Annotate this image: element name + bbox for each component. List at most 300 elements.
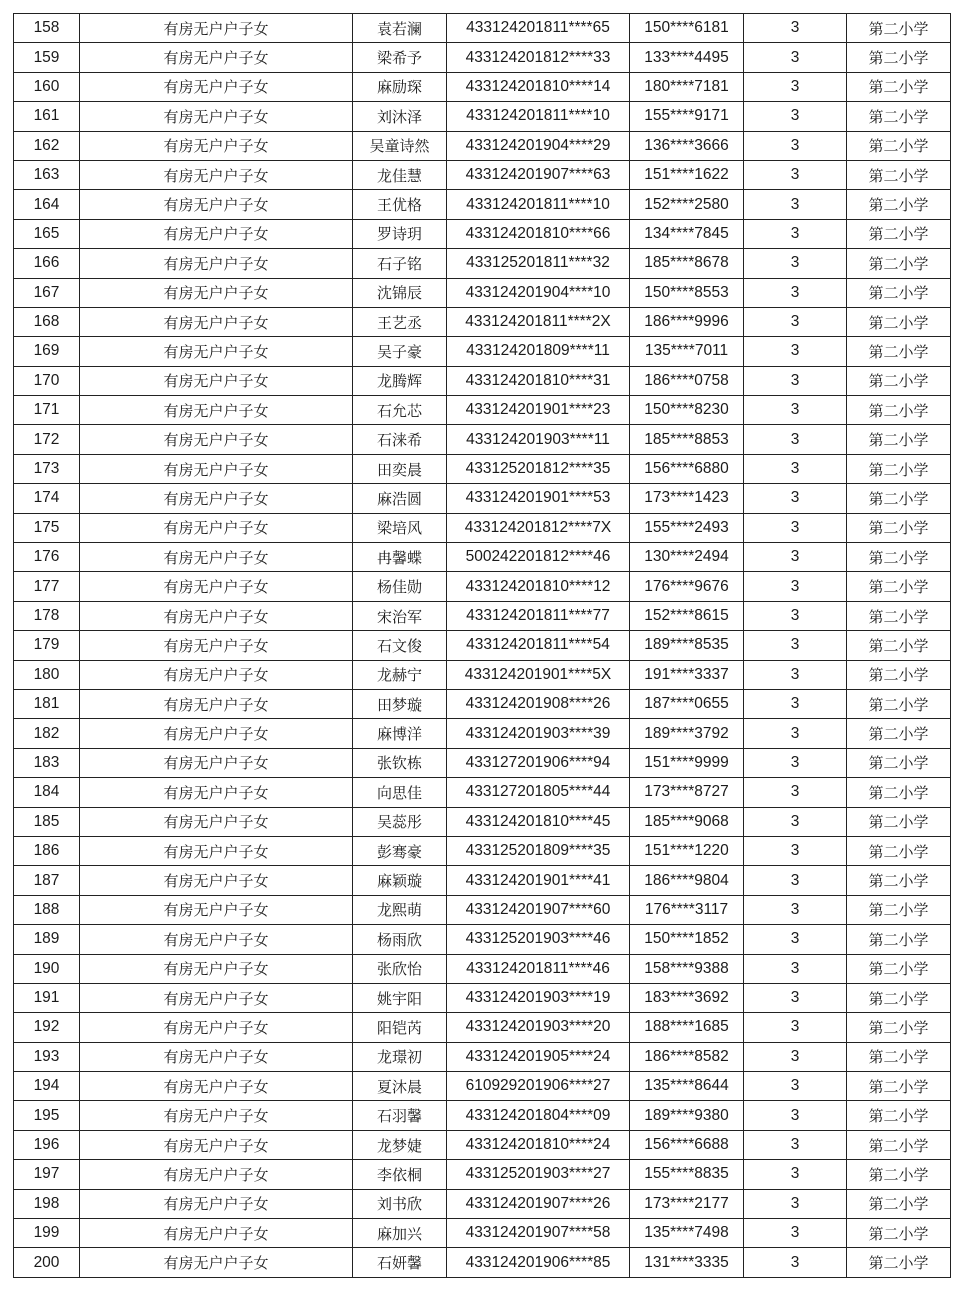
student-name-cell: 沈锦辰 (353, 278, 447, 307)
category-cell: 有房无户户子女 (80, 660, 353, 689)
category-cell: 有房无户户子女 (80, 1189, 353, 1218)
grade-cell: 3 (744, 43, 847, 72)
category-cell: 有房无户户子女 (80, 925, 353, 954)
table-row (14, 14, 951, 43)
grade-cell: 3 (744, 572, 847, 601)
grade-cell: 3 (744, 748, 847, 777)
table-row (14, 337, 951, 366)
student-name-cell: 袁若澜 (353, 14, 447, 43)
category-cell: 有房无户户子女 (80, 454, 353, 483)
id-number-cell: 433124201903****39 (447, 719, 630, 748)
table-row (14, 1189, 951, 1218)
school-cell: 第二小学 (847, 925, 951, 954)
school-cell: 第二小学 (847, 983, 951, 1012)
phone-number-cell: 150****8553 (630, 278, 744, 307)
id-number-cell: 433124201907****60 (447, 895, 630, 924)
table-row (14, 484, 951, 513)
student-name-cell: 麻颖璇 (353, 866, 447, 895)
id-number-cell: 433127201906****94 (447, 748, 630, 777)
category-cell: 有房无户户子女 (80, 1013, 353, 1042)
school-cell: 第二小学 (847, 14, 951, 43)
table-row (14, 689, 951, 718)
school-cell: 第二小学 (847, 513, 951, 542)
id-number-cell: 433127201805****44 (447, 778, 630, 807)
phone-number-cell: 152****2580 (630, 190, 744, 219)
student-name-cell: 麻加兴 (353, 1219, 447, 1248)
student-name-cell: 石涞希 (353, 425, 447, 454)
school-cell: 第二小学 (847, 1042, 951, 1071)
grade-cell: 3 (744, 454, 847, 483)
id-number-cell: 433124201904****29 (447, 131, 630, 160)
grade-cell: 3 (744, 895, 847, 924)
grade-cell: 3 (744, 102, 847, 131)
id-number-cell: 433124201811****46 (447, 954, 630, 983)
student-name-cell: 龙璟初 (353, 1042, 447, 1071)
category-cell: 有房无户户子女 (80, 866, 353, 895)
id-number-cell: 433124201903****20 (447, 1013, 630, 1042)
grade-cell: 3 (744, 1248, 847, 1277)
school-cell: 第二小学 (847, 689, 951, 718)
id-number-cell: 433124201811****77 (447, 601, 630, 630)
table-row (14, 102, 951, 131)
student-name-cell: 龙梦婕 (353, 1130, 447, 1159)
phone-number-cell: 189****3792 (630, 719, 744, 748)
row-number-cell: 190 (14, 954, 80, 983)
row-number-cell: 168 (14, 307, 80, 336)
category-cell: 有房无户户子女 (80, 307, 353, 336)
row-number-cell: 193 (14, 1042, 80, 1071)
school-cell: 第二小学 (847, 572, 951, 601)
school-cell: 第二小学 (847, 1072, 951, 1101)
student-name-cell: 杨雨欣 (353, 925, 447, 954)
row-number-cell: 176 (14, 543, 80, 572)
student-name-cell: 石文俊 (353, 631, 447, 660)
id-number-cell: 433124201905****24 (447, 1042, 630, 1071)
school-cell: 第二小学 (847, 1248, 951, 1277)
row-number-cell: 192 (14, 1013, 80, 1042)
id-number-cell: 433124201811****2X (447, 307, 630, 336)
row-number-cell: 174 (14, 484, 80, 513)
category-cell: 有房无户户子女 (80, 807, 353, 836)
row-number-cell: 166 (14, 249, 80, 278)
row-number-cell: 189 (14, 925, 80, 954)
school-cell: 第二小学 (847, 131, 951, 160)
table-row (14, 748, 951, 777)
phone-number-cell: 186****9996 (630, 307, 744, 336)
table-row (14, 190, 951, 219)
grade-cell: 3 (744, 72, 847, 101)
id-number-cell: 500242201812****46 (447, 543, 630, 572)
table-row (14, 425, 951, 454)
category-cell: 有房无户户子女 (80, 425, 353, 454)
school-cell: 第二小学 (847, 337, 951, 366)
row-number-cell: 186 (14, 836, 80, 865)
table-row (14, 1101, 951, 1130)
grade-cell: 3 (744, 1219, 847, 1248)
school-cell: 第二小学 (847, 631, 951, 660)
phone-number-cell: 180****7181 (630, 72, 744, 101)
phone-number-cell: 133****4495 (630, 43, 744, 72)
phone-number-cell: 188****1685 (630, 1013, 744, 1042)
grade-cell: 3 (744, 219, 847, 248)
category-cell: 有房无户户子女 (80, 1219, 353, 1248)
school-cell: 第二小学 (847, 102, 951, 131)
table-row (14, 396, 951, 425)
table-row (14, 836, 951, 865)
category-cell: 有房无户户子女 (80, 1101, 353, 1130)
grade-cell: 3 (744, 1189, 847, 1218)
table-row (14, 719, 951, 748)
student-name-cell: 刘沐泽 (353, 102, 447, 131)
category-cell: 有房无户户子女 (80, 543, 353, 572)
id-number-cell: 433124201810****31 (447, 366, 630, 395)
phone-number-cell: 136****3666 (630, 131, 744, 160)
phone-number-cell: 173****2177 (630, 1189, 744, 1218)
student-name-cell: 夏沐晨 (353, 1072, 447, 1101)
id-number-cell: 433124201811****54 (447, 631, 630, 660)
student-name-cell: 吴子豪 (353, 337, 447, 366)
table-row (14, 601, 951, 630)
grade-cell: 3 (744, 836, 847, 865)
id-number-cell: 433124201811****65 (447, 14, 630, 43)
phone-number-cell: 186****0758 (630, 366, 744, 395)
phone-number-cell: 131****3335 (630, 1248, 744, 1277)
table-row (14, 925, 951, 954)
id-number-cell: 433125201812****35 (447, 454, 630, 483)
id-number-cell: 433124201811****10 (447, 190, 630, 219)
student-name-cell: 石羽馨 (353, 1101, 447, 1130)
id-number-cell: 433124201907****58 (447, 1219, 630, 1248)
student-name-cell: 冉馨蝶 (353, 543, 447, 572)
category-cell: 有房无户户子女 (80, 572, 353, 601)
enrollment-table (13, 13, 951, 1278)
school-cell: 第二小学 (847, 160, 951, 189)
grade-cell: 3 (744, 14, 847, 43)
row-number-cell: 178 (14, 601, 80, 630)
category-cell: 有房无户户子女 (80, 631, 353, 660)
student-name-cell: 杨佳勋 (353, 572, 447, 601)
school-cell: 第二小学 (847, 836, 951, 865)
phone-number-cell: 173****1423 (630, 484, 744, 513)
phone-number-cell: 134****7845 (630, 219, 744, 248)
category-cell: 有房无户户子女 (80, 836, 353, 865)
row-number-cell: 165 (14, 219, 80, 248)
school-cell: 第二小学 (847, 43, 951, 72)
student-name-cell: 吴蕊彤 (353, 807, 447, 836)
table-row (14, 219, 951, 248)
category-cell: 有房无户户子女 (80, 249, 353, 278)
school-cell: 第二小学 (847, 660, 951, 689)
phone-number-cell: 130****2494 (630, 543, 744, 572)
student-name-cell: 梁希予 (353, 43, 447, 72)
table-row (14, 160, 951, 189)
category-cell: 有房无户户子女 (80, 396, 353, 425)
category-cell: 有房无户户子女 (80, 1072, 353, 1101)
id-number-cell: 433124201810****45 (447, 807, 630, 836)
school-cell: 第二小学 (847, 278, 951, 307)
phone-number-cell: 183****3692 (630, 983, 744, 1012)
school-cell: 第二小学 (847, 454, 951, 483)
table-row (14, 954, 951, 983)
phone-number-cell: 151****1622 (630, 160, 744, 189)
category-cell: 有房无户户子女 (80, 1248, 353, 1277)
row-number-cell: 170 (14, 366, 80, 395)
school-cell: 第二小学 (847, 219, 951, 248)
grade-cell: 3 (744, 689, 847, 718)
category-cell: 有房无户户子女 (80, 748, 353, 777)
table-row (14, 983, 951, 1012)
student-name-cell: 梁培风 (353, 513, 447, 542)
grade-cell: 3 (744, 660, 847, 689)
row-number-cell: 164 (14, 190, 80, 219)
category-cell: 有房无户户子女 (80, 43, 353, 72)
student-name-cell: 刘书欣 (353, 1189, 447, 1218)
student-name-cell: 龙熙萌 (353, 895, 447, 924)
student-name-cell: 田梦璇 (353, 689, 447, 718)
table-row (14, 895, 951, 924)
row-number-cell: 162 (14, 131, 80, 160)
table-row (14, 1219, 951, 1248)
category-cell: 有房无户户子女 (80, 513, 353, 542)
id-number-cell: 433124201901****23 (447, 396, 630, 425)
grade-cell: 3 (744, 925, 847, 954)
student-name-cell: 石妍馨 (353, 1248, 447, 1277)
student-name-cell: 彭骞豪 (353, 836, 447, 865)
phone-number-cell: 150****1852 (630, 925, 744, 954)
category-cell: 有房无户户子女 (80, 131, 353, 160)
category-cell: 有房无户户子女 (80, 219, 353, 248)
row-number-cell: 181 (14, 689, 80, 718)
id-number-cell: 433124201810****14 (447, 72, 630, 101)
row-number-cell: 196 (14, 1130, 80, 1159)
student-name-cell: 石子铭 (353, 249, 447, 278)
grade-cell: 3 (744, 190, 847, 219)
id-number-cell: 433125201809****35 (447, 836, 630, 865)
row-number-cell: 161 (14, 102, 80, 131)
student-name-cell: 宋治军 (353, 601, 447, 630)
grade-cell: 3 (744, 954, 847, 983)
category-cell: 有房无户户子女 (80, 778, 353, 807)
row-number-cell: 177 (14, 572, 80, 601)
id-number-cell: 433124201901****5X (447, 660, 630, 689)
grade-cell: 3 (744, 396, 847, 425)
phone-number-cell: 150****6181 (630, 14, 744, 43)
category-cell: 有房无户户子女 (80, 1130, 353, 1159)
category-cell: 有房无户户子女 (80, 72, 353, 101)
student-name-cell: 王优格 (353, 190, 447, 219)
student-name-cell: 麻博洋 (353, 719, 447, 748)
grade-cell: 3 (744, 1042, 847, 1071)
grade-cell: 3 (744, 631, 847, 660)
phone-number-cell: 186****9804 (630, 866, 744, 895)
phone-number-cell: 155****2493 (630, 513, 744, 542)
id-number-cell: 433124201907****26 (447, 1189, 630, 1218)
grade-cell: 3 (744, 1072, 847, 1101)
student-name-cell: 田奕晨 (353, 454, 447, 483)
table-row (14, 278, 951, 307)
grade-cell: 3 (744, 866, 847, 895)
grade-cell: 3 (744, 249, 847, 278)
category-cell: 有房无户户子女 (80, 954, 353, 983)
table-row (14, 1042, 951, 1071)
id-number-cell: 433124201809****11 (447, 337, 630, 366)
table-row (14, 866, 951, 895)
grade-cell: 3 (744, 307, 847, 336)
table-row (14, 72, 951, 101)
grade-cell: 3 (744, 1130, 847, 1159)
id-number-cell: 433124201804****09 (447, 1101, 630, 1130)
row-number-cell: 169 (14, 337, 80, 366)
category-cell: 有房无户户子女 (80, 337, 353, 366)
row-number-cell: 173 (14, 454, 80, 483)
grade-cell: 3 (744, 513, 847, 542)
row-number-cell: 171 (14, 396, 80, 425)
table-row (14, 631, 951, 660)
phone-number-cell: 156****6688 (630, 1130, 744, 1159)
school-cell: 第二小学 (847, 543, 951, 572)
student-name-cell: 罗诗玥 (353, 219, 447, 248)
phone-number-cell: 150****8230 (630, 396, 744, 425)
row-number-cell: 172 (14, 425, 80, 454)
school-cell: 第二小学 (847, 866, 951, 895)
school-cell: 第二小学 (847, 1219, 951, 1248)
grade-cell: 3 (744, 719, 847, 748)
row-number-cell: 180 (14, 660, 80, 689)
row-number-cell: 200 (14, 1248, 80, 1277)
student-name-cell: 姚宇阳 (353, 983, 447, 1012)
phone-number-cell: 191****3337 (630, 660, 744, 689)
category-cell: 有房无户户子女 (80, 895, 353, 924)
school-cell: 第二小学 (847, 307, 951, 336)
row-number-cell: 198 (14, 1189, 80, 1218)
student-name-cell: 李依桐 (353, 1160, 447, 1189)
student-name-cell: 龙赫宁 (353, 660, 447, 689)
row-number-cell: 182 (14, 719, 80, 748)
grade-cell: 3 (744, 1160, 847, 1189)
school-cell: 第二小学 (847, 895, 951, 924)
student-name-cell: 张钦栋 (353, 748, 447, 777)
student-name-cell: 张欣怡 (353, 954, 447, 983)
grade-cell: 3 (744, 131, 847, 160)
grade-cell: 3 (744, 543, 847, 572)
phone-number-cell: 152****8615 (630, 601, 744, 630)
school-cell: 第二小学 (847, 366, 951, 395)
phone-number-cell: 151****1220 (630, 836, 744, 865)
category-cell: 有房无户户子女 (80, 484, 353, 513)
grade-cell: 3 (744, 983, 847, 1012)
phone-number-cell: 176****3117 (630, 895, 744, 924)
table-body (14, 14, 951, 1278)
id-number-cell: 433124201904****10 (447, 278, 630, 307)
school-cell: 第二小学 (847, 1160, 951, 1189)
grade-cell: 3 (744, 1101, 847, 1130)
id-number-cell: 433124201810****12 (447, 572, 630, 601)
school-cell: 第二小学 (847, 719, 951, 748)
phone-number-cell: 186****8582 (630, 1042, 744, 1071)
student-name-cell: 麻励琛 (353, 72, 447, 101)
school-cell: 第二小学 (847, 1101, 951, 1130)
student-name-cell: 龙佳慧 (353, 160, 447, 189)
id-number-cell: 433124201907****63 (447, 160, 630, 189)
row-number-cell: 187 (14, 866, 80, 895)
category-cell: 有房无户户子女 (80, 601, 353, 630)
row-number-cell: 197 (14, 1160, 80, 1189)
school-cell: 第二小学 (847, 72, 951, 101)
table-row (14, 366, 951, 395)
id-number-cell: 610929201906****27 (447, 1072, 630, 1101)
student-name-cell: 阳铠芮 (353, 1013, 447, 1042)
grade-cell: 3 (744, 160, 847, 189)
grade-cell: 3 (744, 425, 847, 454)
student-name-cell: 麻浩圆 (353, 484, 447, 513)
school-cell: 第二小学 (847, 778, 951, 807)
row-number-cell: 160 (14, 72, 80, 101)
row-number-cell: 167 (14, 278, 80, 307)
id-number-cell: 433125201903****46 (447, 925, 630, 954)
category-cell: 有房无户户子女 (80, 278, 353, 307)
table-row (14, 307, 951, 336)
school-cell: 第二小学 (847, 425, 951, 454)
table-row (14, 1013, 951, 1042)
id-number-cell: 433124201908****26 (447, 689, 630, 718)
school-cell: 第二小学 (847, 807, 951, 836)
row-number-cell: 175 (14, 513, 80, 542)
phone-number-cell: 158****9388 (630, 954, 744, 983)
phone-number-cell: 185****8853 (630, 425, 744, 454)
row-number-cell: 188 (14, 895, 80, 924)
table-row (14, 1160, 951, 1189)
row-number-cell: 179 (14, 631, 80, 660)
grade-cell: 3 (744, 278, 847, 307)
id-number-cell: 433125201811****32 (447, 249, 630, 278)
table-row (14, 1130, 951, 1159)
school-cell: 第二小学 (847, 396, 951, 425)
category-cell: 有房无户户子女 (80, 689, 353, 718)
grade-cell: 3 (744, 366, 847, 395)
id-number-cell: 433124201810****24 (447, 1130, 630, 1159)
id-number-cell: 433124201810****66 (447, 219, 630, 248)
category-cell: 有房无户户子女 (80, 102, 353, 131)
grade-cell: 3 (744, 337, 847, 366)
id-number-cell: 433124201906****85 (447, 1248, 630, 1277)
student-name-cell: 石允芯 (353, 396, 447, 425)
id-number-cell: 433124201901****53 (447, 484, 630, 513)
table-row (14, 660, 951, 689)
phone-number-cell: 187****0655 (630, 689, 744, 718)
student-name-cell: 王艺丞 (353, 307, 447, 336)
table-row (14, 778, 951, 807)
category-cell: 有房无户户子女 (80, 366, 353, 395)
school-cell: 第二小学 (847, 190, 951, 219)
table-row (14, 249, 951, 278)
row-number-cell: 159 (14, 43, 80, 72)
row-number-cell: 163 (14, 160, 80, 189)
phone-number-cell: 173****8727 (630, 778, 744, 807)
id-number-cell: 433124201903****19 (447, 983, 630, 1012)
phone-number-cell: 185****9068 (630, 807, 744, 836)
table-row (14, 543, 951, 572)
grade-cell: 3 (744, 484, 847, 513)
phone-number-cell: 156****6880 (630, 454, 744, 483)
phone-number-cell: 135****7498 (630, 1219, 744, 1248)
table-row (14, 513, 951, 542)
student-name-cell: 龙腾辉 (353, 366, 447, 395)
school-cell: 第二小学 (847, 484, 951, 513)
grade-cell: 3 (744, 1013, 847, 1042)
phone-number-cell: 176****9676 (630, 572, 744, 601)
enrollment-table-container (13, 13, 951, 1278)
school-cell: 第二小学 (847, 601, 951, 630)
